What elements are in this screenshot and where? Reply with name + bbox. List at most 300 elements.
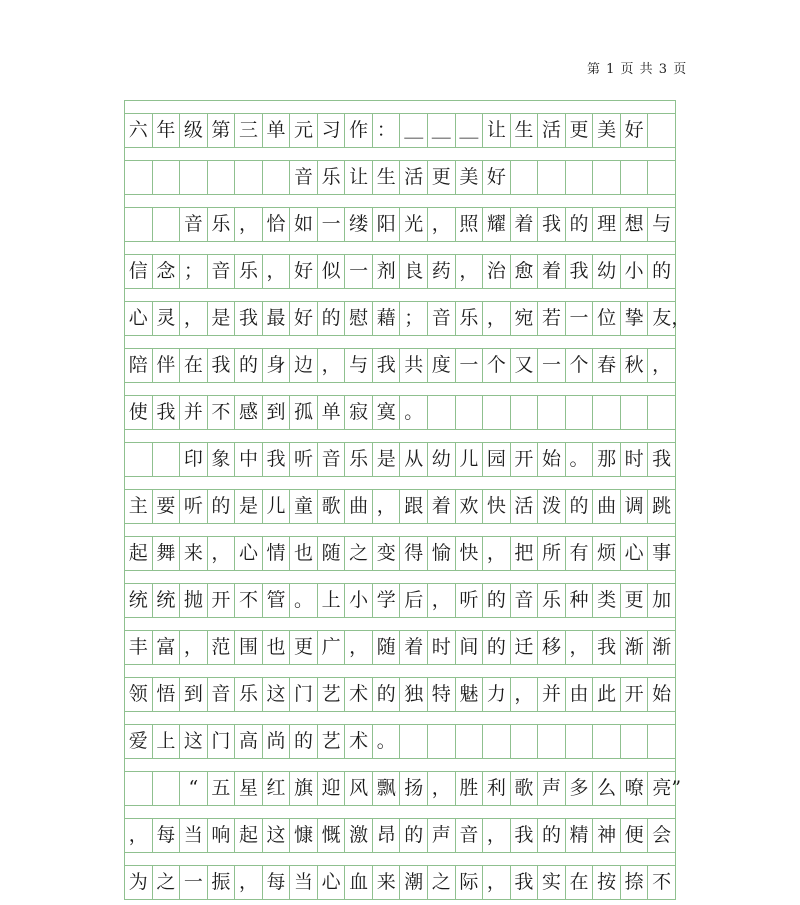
grid-cell: 快 — [456, 537, 484, 570]
grid-cell: 身 — [263, 349, 291, 382]
grid-cell: 所 — [538, 537, 566, 570]
grid-cell: 小 — [345, 584, 373, 617]
grid-cell: ， — [428, 584, 456, 617]
cell-row — [124, 114, 676, 147]
grid-cell: 的 — [566, 208, 594, 241]
grid-cell: 更 — [566, 114, 594, 147]
grid-cell: 中 — [235, 443, 263, 476]
grid-cell: 更 — [621, 584, 649, 617]
grid-cell: 光 — [400, 208, 428, 241]
grid-cell: 慷 — [290, 819, 318, 852]
grid-cell: 音 — [456, 819, 484, 852]
grid-cell: 活 — [511, 490, 539, 523]
cell-row — [124, 208, 676, 241]
grid-cell: 秋 — [621, 349, 649, 382]
grid-cell: 胜 — [456, 772, 484, 805]
grid-cell: 着 — [400, 631, 428, 664]
grid-cell — [648, 396, 676, 429]
grid-cell: 神 — [593, 819, 621, 852]
essay-line — [124, 241, 676, 288]
grid-cell: 每 — [263, 866, 291, 899]
grid-cell: 来 — [373, 866, 401, 899]
grid-cell: 更 — [290, 631, 318, 664]
grid-cell — [593, 161, 621, 194]
row-spacer — [124, 523, 676, 537]
cell-row — [124, 349, 676, 382]
row-spacer — [124, 758, 676, 772]
row-spacer — [124, 429, 676, 443]
grid-cell: 个 — [483, 349, 511, 382]
cell-row — [124, 678, 676, 711]
grid-cell: 的 — [538, 819, 566, 852]
grid-cell: 每 — [153, 819, 181, 852]
grid-cell: 理 — [593, 208, 621, 241]
grid-cell — [621, 396, 649, 429]
grid-cell: 若 — [538, 302, 566, 335]
grid-cell: 跟 — [400, 490, 428, 523]
grid-cell: 丰 — [125, 631, 153, 664]
grid-cell: 时 — [621, 443, 649, 476]
grid-cell: 活 — [538, 114, 566, 147]
grid-cell — [566, 161, 594, 194]
grid-cell: 剂 — [373, 255, 401, 288]
grid-cell — [566, 396, 594, 429]
grid-cell: ， — [483, 866, 511, 899]
grid-cell — [648, 161, 676, 194]
grid-cell: ＿ — [456, 114, 484, 147]
grid-cell: 调 — [621, 490, 649, 523]
grid-cell: ， — [263, 255, 291, 288]
grid-cell: 时 — [428, 631, 456, 664]
grid-cell: 乐 — [235, 678, 263, 711]
grid-cell: 好 — [290, 302, 318, 335]
grid-cell — [511, 396, 539, 429]
grid-cell: 来 — [180, 537, 208, 570]
cell-row — [124, 161, 676, 194]
grid-cell: 高 — [235, 725, 263, 758]
grid-cell: 照 — [456, 208, 484, 241]
grid-cell: 我 — [511, 819, 539, 852]
grid-cell: 领 — [125, 678, 153, 711]
grid-cell: 独 — [400, 678, 428, 711]
grid-cell: 位 — [593, 302, 621, 335]
grid-cell: 变 — [373, 537, 401, 570]
grid-cell: 开 — [511, 443, 539, 476]
grid-cell: 嘹 — [621, 772, 649, 805]
grid-cell: 习 — [318, 114, 346, 147]
grid-cell: 得 — [400, 537, 428, 570]
grid-cell: 主 — [125, 490, 153, 523]
grid-cell: 不 — [235, 584, 263, 617]
grid-cell: 不 — [648, 866, 676, 899]
grid-cell: 泼 — [538, 490, 566, 523]
grid-cell: ， — [373, 490, 401, 523]
grid-cell: 想 — [621, 208, 649, 241]
grid-cell: 听 — [290, 443, 318, 476]
grid-cell: 声 — [428, 819, 456, 852]
grid-cell: 潮 — [400, 866, 428, 899]
grid-cell: 幼 — [428, 443, 456, 476]
grid-cell: 抛 — [180, 584, 208, 617]
essay-line — [124, 335, 676, 382]
essay-line — [124, 382, 676, 429]
grid-cell: 我 — [566, 255, 594, 288]
grid-cell: 五 — [208, 772, 236, 805]
grid-cell: 到 — [263, 396, 291, 429]
grid-cell: ， — [235, 208, 263, 241]
grid-cell: 的 — [290, 725, 318, 758]
grid-cell: 个 — [566, 349, 594, 382]
essay-line — [124, 852, 676, 899]
grid-cell: ， — [125, 819, 153, 852]
grid-cell: 术 — [345, 725, 373, 758]
grid-cell — [153, 161, 181, 194]
row-spacer — [124, 711, 676, 725]
grid-cell: 我 — [208, 349, 236, 382]
grid-cell: 响 — [208, 819, 236, 852]
grid-cell: 好 — [290, 255, 318, 288]
grid-cell — [511, 725, 539, 758]
grid-cell: 开 — [208, 584, 236, 617]
grid-cell: 昂 — [373, 819, 401, 852]
grid-cell: 按 — [593, 866, 621, 899]
grid-cell: 后 — [400, 584, 428, 617]
grid-cell: 为 — [125, 866, 153, 899]
grid-cell: 的 — [235, 349, 263, 382]
grid-cell: ： — [373, 114, 401, 147]
grid-cell: 统 — [125, 584, 153, 617]
grid-cell: 一 — [318, 208, 346, 241]
grid-cell: 我 — [235, 302, 263, 335]
grid-cell: 的 — [566, 490, 594, 523]
grid-cell: 念 — [153, 255, 181, 288]
grid-cell: 六 — [125, 114, 153, 147]
grid-cell: 耀 — [483, 208, 511, 241]
row-spacer — [124, 335, 676, 349]
grid-cell — [483, 396, 511, 429]
grid-cell: 陪 — [125, 349, 153, 382]
cell-row — [124, 443, 676, 476]
grid-cell — [153, 772, 181, 805]
grid-cell: 迁 — [511, 631, 539, 664]
grid-cell: 范 — [208, 631, 236, 664]
grid-cell: ， — [428, 772, 456, 805]
grid-cell: 我 — [593, 631, 621, 664]
grid-cell: 的 — [483, 631, 511, 664]
row-spacer — [124, 852, 676, 866]
grid-cell: 广 — [318, 631, 346, 664]
grid-cell: 印 — [180, 443, 208, 476]
grid-cell: 并 — [180, 396, 208, 429]
essay-line — [124, 664, 676, 711]
grid-cell: 上 — [153, 725, 181, 758]
grid-cell: 艺 — [318, 725, 346, 758]
grid-cell: 渐 — [621, 631, 649, 664]
grid-cell: 挚 — [621, 302, 649, 335]
grid-cell: 曲 — [345, 490, 373, 523]
essay-line — [124, 100, 676, 147]
cell-row — [124, 819, 676, 852]
grid-cell — [538, 161, 566, 194]
grid-cell: 我 — [153, 396, 181, 429]
grid-cell: 门 — [290, 678, 318, 711]
grid-cell: 听 — [456, 584, 484, 617]
grid-cell: 。 — [290, 584, 318, 617]
grid-cell: 从 — [400, 443, 428, 476]
grid-cell: ， — [648, 349, 676, 382]
grid-cell: ， — [483, 302, 511, 335]
grid-cell: 飘 — [373, 772, 401, 805]
grid-cell: 美 — [456, 161, 484, 194]
grid-cell: 始 — [648, 678, 676, 711]
grid-cell — [125, 161, 153, 194]
grid-cell: 灵 — [153, 302, 181, 335]
grid-cell — [648, 725, 676, 758]
grid-cell: 一 — [345, 255, 373, 288]
grid-cell: 寂 — [345, 396, 373, 429]
grid-cell: 学 — [373, 584, 401, 617]
essay-line — [124, 194, 676, 241]
cell-row — [124, 302, 691, 335]
grid-cell: 之 — [153, 866, 181, 899]
grid-cell: 加 — [648, 584, 676, 617]
grid-cell: 是 — [235, 490, 263, 523]
grid-cell: 。 — [566, 443, 594, 476]
grid-cell — [511, 161, 539, 194]
grid-cell: 那 — [593, 443, 621, 476]
grid-cell: 星 — [235, 772, 263, 805]
grid-cell: 乐 — [345, 443, 373, 476]
grid-cell: ， — [318, 349, 346, 382]
grid-cell: 血 — [345, 866, 373, 899]
grid-cell: 捺 — [621, 866, 649, 899]
grid-cell: 魅 — [456, 678, 484, 711]
grid-cell: 歌 — [318, 490, 346, 523]
grid-cell: 好 — [483, 161, 511, 194]
grid-cell: 如 — [290, 208, 318, 241]
grid-cell: 孤 — [290, 396, 318, 429]
grid-cell: 让 — [345, 161, 373, 194]
grid-cell: 有 — [566, 537, 594, 570]
grid-cell — [428, 396, 456, 429]
grid-cell: 类 — [593, 584, 621, 617]
grid-cell: 起 — [235, 819, 263, 852]
grid-cell: 音 — [511, 584, 539, 617]
essay-line — [124, 476, 676, 523]
row-spacer — [124, 664, 676, 678]
grid-cell: 事 — [648, 537, 676, 570]
grid-cell: 当 — [180, 819, 208, 852]
cell-row — [124, 490, 676, 523]
grid-cell: 管 — [263, 584, 291, 617]
grid-cell: 与 — [345, 349, 373, 382]
grid-cell: 要 — [153, 490, 181, 523]
grid-cell: 亮” — [648, 772, 676, 805]
grid-cell: 我 — [373, 349, 401, 382]
cell-row — [124, 396, 676, 429]
grid-cell: 的 — [373, 678, 401, 711]
grid-cell: 悟 — [153, 678, 181, 711]
grid-cell: ， — [483, 819, 511, 852]
grid-cell: ； — [180, 255, 208, 288]
grid-cell: 音 — [180, 208, 208, 241]
grid-cell: 恰 — [263, 208, 291, 241]
grid-cell: ， — [235, 866, 263, 899]
grid-cell: 更 — [428, 161, 456, 194]
grid-cell: 治 — [483, 255, 511, 288]
grid-cell: 着 — [511, 208, 539, 241]
grid-cell: 我 — [538, 208, 566, 241]
grid-cell: 音 — [290, 161, 318, 194]
grid-cell: 感 — [235, 396, 263, 429]
cell-row — [124, 631, 676, 664]
grid-cell: 友， — [648, 302, 676, 335]
grid-cell: 与 — [648, 208, 676, 241]
grid-cell: 一 — [180, 866, 208, 899]
grid-cell: 多 — [566, 772, 594, 805]
essay-line — [124, 758, 682, 805]
grid-cell: ， — [180, 631, 208, 664]
grid-cell: 之 — [428, 866, 456, 899]
grid-cell: 起 — [125, 537, 153, 570]
grid-cell: 儿 — [456, 443, 484, 476]
grid-cell — [593, 396, 621, 429]
grid-cell: 愉 — [428, 537, 456, 570]
grid-cell: 。 — [373, 725, 401, 758]
grid-cell: ， — [180, 302, 208, 335]
grid-cell: 的 — [648, 255, 676, 288]
grid-cell: 也 — [263, 631, 291, 664]
grid-cell — [125, 443, 153, 476]
row-spacer — [124, 382, 676, 396]
grid-cell: 园 — [483, 443, 511, 476]
essay-line — [124, 288, 691, 335]
grid-cell: 元 — [290, 114, 318, 147]
grid-cell: 曲 — [593, 490, 621, 523]
row-spacer — [124, 100, 676, 114]
grid-cell: “ — [180, 772, 208, 805]
cell-row — [124, 255, 676, 288]
grid-cell: 会 — [648, 819, 676, 852]
grid-cell: 统 — [153, 584, 181, 617]
grid-cell: 最 — [263, 302, 291, 335]
grid-cell: 舞 — [153, 537, 181, 570]
grid-cell — [483, 725, 511, 758]
grid-cell: 心 — [621, 537, 649, 570]
grid-cell: 是 — [373, 443, 401, 476]
grid-cell: 烦 — [593, 537, 621, 570]
grid-cell: 儿 — [263, 490, 291, 523]
grid-cell: 便 — [621, 819, 649, 852]
grid-cell: 开 — [621, 678, 649, 711]
grid-cell: 风 — [345, 772, 373, 805]
grid-cell: 情 — [263, 537, 291, 570]
grid-cell: 围 — [235, 631, 263, 664]
grid-cell: 心 — [235, 537, 263, 570]
grid-cell: 间 — [456, 631, 484, 664]
grid-cell: 寞 — [373, 396, 401, 429]
grid-cell: ， — [428, 208, 456, 241]
grid-cell: 阳 — [373, 208, 401, 241]
grid-cell: ， — [345, 631, 373, 664]
grid-cell: 信 — [125, 255, 153, 288]
grid-cell: 精 — [566, 819, 594, 852]
grid-cell: 并 — [538, 678, 566, 711]
grid-cell: 共 — [400, 349, 428, 382]
essay-line — [124, 805, 676, 852]
grid-bottom-line — [124, 899, 676, 900]
grid-cell — [180, 161, 208, 194]
cell-row — [124, 584, 676, 617]
grid-cell: 慰 — [345, 302, 373, 335]
grid-cell: 随 — [373, 631, 401, 664]
grid-cell: 音 — [318, 443, 346, 476]
grid-cell: ； — [400, 302, 428, 335]
grid-cell — [648, 114, 676, 147]
grid-cell: 音 — [428, 302, 456, 335]
grid-cell — [538, 396, 566, 429]
grid-cell: 红 — [263, 772, 291, 805]
grid-cell: 的 — [483, 584, 511, 617]
grid-cell: 乐 — [208, 208, 236, 241]
grid-cell: 单 — [318, 396, 346, 429]
grid-cell: 尚 — [263, 725, 291, 758]
grid-cell: ， — [511, 678, 539, 711]
grid-cell: 我 — [648, 443, 676, 476]
grid-cell: 由 — [566, 678, 594, 711]
grid-cell — [263, 161, 291, 194]
grid-cell: 当 — [290, 866, 318, 899]
grid-cell: 之 — [345, 537, 373, 570]
grid-cell: 良 — [400, 255, 428, 288]
grid-cell: 心 — [125, 302, 153, 335]
grid-cell: 激 — [345, 819, 373, 852]
grid-cell: ， — [456, 255, 484, 288]
grid-cell — [538, 725, 566, 758]
grid-cell: 力 — [483, 678, 511, 711]
grid-cell: 度 — [428, 349, 456, 382]
grid-cell: 这 — [263, 678, 291, 711]
essay-line — [124, 617, 676, 664]
cell-row — [124, 725, 676, 758]
cell-row — [124, 537, 676, 570]
grid-cell: 慨 — [318, 819, 346, 852]
grid-cell: 我 — [263, 443, 291, 476]
grid-cell: 艺 — [318, 678, 346, 711]
grid-cell: 心 — [318, 866, 346, 899]
grid-cell: 象 — [208, 443, 236, 476]
grid-cell: 幼 — [593, 255, 621, 288]
grid-cell: 上 — [318, 584, 346, 617]
row-spacer — [124, 241, 676, 255]
grid-cell: 乐 — [318, 161, 346, 194]
grid-cell: 级 — [180, 114, 208, 147]
grid-cell — [208, 161, 236, 194]
grid-cell: 伴 — [153, 349, 181, 382]
grid-cell: 生 — [511, 114, 539, 147]
grid-cell: 欢 — [456, 490, 484, 523]
grid-cell — [566, 725, 594, 758]
grid-cell: 边 — [290, 349, 318, 382]
grid-cell — [400, 725, 428, 758]
row-spacer — [124, 147, 676, 161]
grid-cell: 快 — [483, 490, 511, 523]
row-spacer — [124, 476, 676, 490]
grid-cell — [153, 208, 181, 241]
grid-cell: 这 — [263, 819, 291, 852]
essay-grid-paper — [124, 100, 691, 899]
grid-cell: 使 — [125, 396, 153, 429]
